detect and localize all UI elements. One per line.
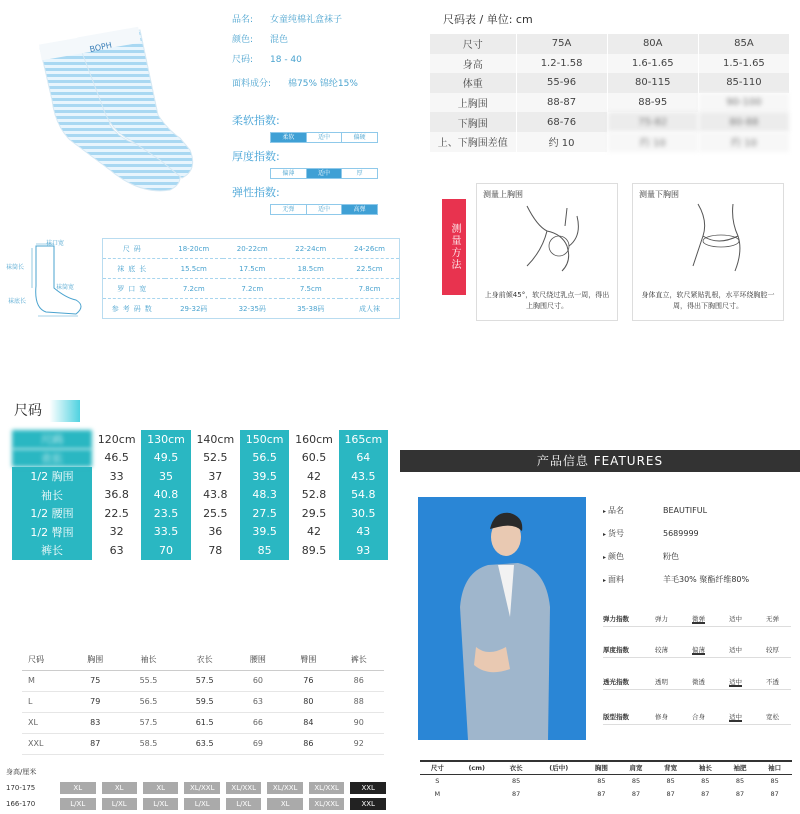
elasticity-index: 弹性指数: 无弹 适中 高弹 xyxy=(232,184,378,215)
table-row: M 87 87 87 87 87 87 87 xyxy=(434,789,779,798)
table-row: 上、下胸围差值 约 10 约 10 约 10 xyxy=(430,132,790,152)
thickness-index: 厚度指数: 偏薄 适中 厚 xyxy=(232,148,378,179)
sock-diagram: 袜口宽 袜筒长 袜筒宽 袜底长 xyxy=(6,236,96,320)
bra-size-table xyxy=(430,34,790,152)
table-row: 罗口宽 7.2cm 7.2cm 7.5cm 7.8cm xyxy=(103,279,400,299)
table-row: 尺码 120cm 130cm 140cm 150cm 160cm 165cm xyxy=(12,430,388,449)
table-row: 衣长 46.5 49.5 52.5 56.5 60.5 64 xyxy=(12,449,388,468)
bra-size-title: 尺码表 / 单位: cm xyxy=(443,13,533,26)
figure-lower-icon xyxy=(673,196,763,286)
softness-index: 柔软指数: 柔软 适中 偏硬 xyxy=(232,112,378,143)
measure-method-label: 测量方法 xyxy=(442,199,466,295)
mens-size-table xyxy=(22,649,384,755)
elasticity-indicator: 弹力指数 弹力 微弹 适中 无弹 xyxy=(603,610,791,627)
info-row: 面料成分: 棉75% 锦纶15% xyxy=(232,79,358,89)
fit-indicator: 版型指数 修身 合身 适中 宽松 xyxy=(603,708,791,725)
kid-size-title: 尺码 xyxy=(12,400,80,422)
height-weight-table xyxy=(0,762,392,814)
features-info xyxy=(603,500,749,592)
svg-text:BOPH: BOPH xyxy=(88,40,113,55)
info-row: 品名: 女童纯棉礼盒袜子 xyxy=(232,15,343,25)
table-row: 尺寸 75A 80A 85A xyxy=(430,34,790,54)
table-row: 1/2 腰围 22.5 23.5 25.5 27.5 29.5 30.5 xyxy=(12,504,388,523)
sock-size-table xyxy=(102,238,400,319)
info-row: ▸ 颜色 粉色 xyxy=(603,546,749,569)
table-row: 上胸围 88-87 88-95 90-100 xyxy=(430,93,790,113)
table-row: 尺码 18-20cm 20-22cm 22-24cm 24-26cm xyxy=(103,239,400,259)
figure-upper-icon xyxy=(507,196,597,286)
table-row: 裤长 63 70 78 85 89.5 93 xyxy=(12,541,388,560)
table-row: L 79 56.5 59.5 63 80 88 xyxy=(22,691,384,712)
info-row: ▸ 货号 5689999 xyxy=(603,523,749,546)
model-photo xyxy=(418,497,586,740)
table-row: 参考码数 29-32码 32-35码 35-38码 成人袜 xyxy=(103,299,400,319)
info-row: 尺码: 18 - 40 xyxy=(232,55,302,65)
info-row: ▸ 品名 BEAUTIFUL xyxy=(603,500,749,523)
table-row: 体重 55-96 80-115 85-110 xyxy=(430,73,790,93)
table-row: 尺寸 (cm) 衣长 (后中) 胸围 肩宽 背宽 袖长 袖肥 袖口 xyxy=(420,761,792,774)
info-row: 颜色: 混色 xyxy=(232,35,289,45)
table-row: 下胸围 68-76 75-82 80-88 xyxy=(430,112,790,132)
sock-section xyxy=(0,0,400,330)
sock-outline-icon xyxy=(6,236,96,320)
table-row: 袖长 36.8 40.8 43.8 48.3 52.8 54.8 xyxy=(12,486,388,505)
table-row: 身高/厘米 xyxy=(6,768,37,776)
table-row: S 85 85 85 85 85 85 85 xyxy=(435,776,779,785)
table-row: 尺码 胸围 袖长 衣长 腰围 臀围 裤长 xyxy=(22,649,384,670)
features-header: 产品信息 FEATURES xyxy=(400,450,800,472)
table-row: XXL 87 58.5 63.5 69 86 92 xyxy=(22,733,384,754)
table-row: 身高 1.2-1.58 1.6-1.65 1.5-1.65 xyxy=(430,54,790,74)
info-row: ▸ 面料 羊毛30% 聚酯纤维80% xyxy=(603,569,749,592)
transparency-indicator: 透光指数 透明 微透 适中 不透 xyxy=(603,673,791,690)
table-row: 166-170 L/XL L/XL L/XL L/XL L/XL XL XL/XXL XXL xyxy=(6,798,386,810)
table-row: 1/2 臀围 32 33.5 36 39.5 42 43 xyxy=(12,523,388,542)
features-size-table xyxy=(420,760,792,800)
measure-upper-box: 测量上胸围 上身前倾45°，软尺绕过乳点一周，得出上胸围尺寸。 xyxy=(476,183,618,321)
table-row: 170-175 XL XL XL XL/XXL XL/XXL XL/XXL XL/XXL XXL xyxy=(6,782,386,794)
sock-image xyxy=(30,20,200,195)
model-figure-icon xyxy=(418,497,586,740)
thickness-indicator: 厚度指数 较薄 偏薄 适中 较厚 xyxy=(603,641,791,658)
kid-size-table xyxy=(12,430,388,560)
sock-info xyxy=(232,10,358,94)
table-row: 袜底长 15.5cm 17.5cm 18.5cm 22.5cm xyxy=(103,259,400,279)
table-row: 1/2 胸围 33 35 37 39.5 42 43.5 xyxy=(12,467,388,486)
table-row: XL 83 57.5 61.5 66 84 90 xyxy=(22,712,384,733)
table-row: M 75 55.5 57.5 60 76 86 xyxy=(22,670,384,691)
measure-lower-box: 测量下胸围 身体直立，软尺紧贴乳根，水平环绕胸腔一周，得出下胸围尺寸。 xyxy=(632,183,784,321)
